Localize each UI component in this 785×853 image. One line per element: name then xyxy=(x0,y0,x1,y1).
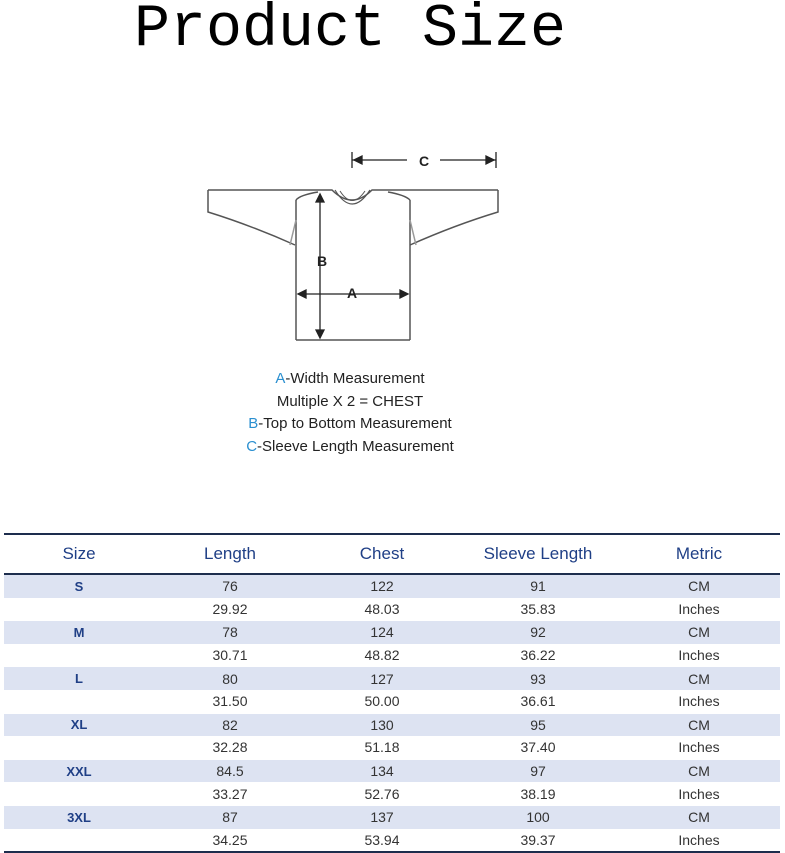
metric-cell: Inches xyxy=(618,736,780,759)
size-cell: L xyxy=(4,667,154,690)
table-row xyxy=(4,736,780,759)
table-row xyxy=(4,759,780,782)
metric-cell: CM xyxy=(618,759,780,782)
sleeve-length-cell: 91 xyxy=(458,574,618,598)
chest-cell: 50.00 xyxy=(306,690,458,713)
size-cell-empty xyxy=(4,690,154,713)
metric-cell: Inches xyxy=(618,690,780,713)
length-cell: 32.28 xyxy=(154,736,306,759)
chest-cell: 52.76 xyxy=(306,782,458,805)
metric-cell: CM xyxy=(618,713,780,736)
table-row xyxy=(4,713,780,736)
sleeve-length-cell: 93 xyxy=(458,667,618,690)
size-table xyxy=(4,533,780,853)
header-metric: Metric xyxy=(618,535,780,574)
legend-line-a: A-Width Measurement xyxy=(275,370,425,387)
size-cell: XXL xyxy=(4,759,154,782)
table-row xyxy=(4,782,780,805)
size-cell: M xyxy=(4,621,154,644)
table-row xyxy=(4,644,780,667)
length-cell: 29.92 xyxy=(154,598,306,621)
chest-cell: 48.82 xyxy=(306,644,458,667)
table-header-row xyxy=(4,535,780,574)
header-sleeve-length: Sleeve Length xyxy=(458,535,618,574)
measurement-legend xyxy=(200,368,500,458)
table-row xyxy=(4,690,780,713)
metric-cell: Inches xyxy=(618,782,780,805)
size-cell: 3XL xyxy=(4,805,154,828)
size-cell-empty xyxy=(4,736,154,759)
header-size: Size xyxy=(4,535,154,574)
legend-line-b: B-Top to Bottom Measurement xyxy=(248,415,452,432)
size-cell-empty xyxy=(4,644,154,667)
size-cell: XL xyxy=(4,713,154,736)
sleeve-length-cell: 38.19 xyxy=(458,782,618,805)
label-c: C xyxy=(418,153,430,169)
metric-cell: Inches xyxy=(618,644,780,667)
table-row xyxy=(4,805,780,828)
legend-line-chest: Multiple X 2 = CHEST xyxy=(276,392,424,410)
page-title: Product Size xyxy=(133,0,567,64)
chest-cell: 122 xyxy=(306,574,458,598)
metric-cell: Inches xyxy=(618,829,780,852)
size-cell-empty xyxy=(4,829,154,852)
table-row xyxy=(4,667,780,690)
length-cell: 31.50 xyxy=(154,690,306,713)
chest-cell: 51.18 xyxy=(306,736,458,759)
sleeve-length-cell: 36.61 xyxy=(458,690,618,713)
table-row xyxy=(4,574,780,598)
size-cell-empty xyxy=(4,598,154,621)
sleeve-length-cell: 39.37 xyxy=(458,829,618,852)
metric-cell: Inches xyxy=(618,598,780,621)
sleeve-length-cell: 92 xyxy=(458,621,618,644)
header-length: Length xyxy=(154,535,306,574)
chest-cell: 127 xyxy=(306,667,458,690)
table-row xyxy=(4,621,780,644)
metric-cell: CM xyxy=(618,621,780,644)
chest-cell: 137 xyxy=(306,805,458,828)
size-cell: S xyxy=(4,574,154,598)
length-cell: 84.5 xyxy=(154,759,306,782)
table-row xyxy=(4,598,780,621)
label-a: A xyxy=(346,285,358,301)
sleeve-length-cell: 97 xyxy=(458,759,618,782)
chest-cell: 48.03 xyxy=(306,598,458,621)
length-cell: 76 xyxy=(154,574,306,598)
label-b: B xyxy=(316,253,328,269)
size-cell-empty xyxy=(4,782,154,805)
sleeve-length-cell: 37.40 xyxy=(458,736,618,759)
legend-line-c: C-Sleeve Length Measurement xyxy=(246,437,454,455)
chest-cell: 124 xyxy=(306,621,458,644)
chest-cell: 53.94 xyxy=(306,829,458,852)
sleeve-length-cell: 100 xyxy=(458,805,618,828)
length-cell: 78 xyxy=(154,621,306,644)
table-row xyxy=(4,829,780,852)
jersey-outline xyxy=(208,190,498,340)
chest-cell: 134 xyxy=(306,759,458,782)
length-cell: 33.27 xyxy=(154,782,306,805)
header-chest: Chest xyxy=(306,535,458,574)
length-cell: 34.25 xyxy=(154,829,306,852)
chest-cell: 130 xyxy=(306,713,458,736)
metric-cell: CM xyxy=(618,574,780,598)
metric-cell: CM xyxy=(618,667,780,690)
length-cell: 80 xyxy=(154,667,306,690)
metric-cell: CM xyxy=(618,805,780,828)
table-body xyxy=(4,574,780,851)
length-cell: 30.71 xyxy=(154,644,306,667)
sleeve-length-cell: 35.83 xyxy=(458,598,618,621)
length-cell: 87 xyxy=(154,805,306,828)
length-cell: 82 xyxy=(154,713,306,736)
sleeve-length-cell: 36.22 xyxy=(458,644,618,667)
sleeve-length-cell: 95 xyxy=(458,713,618,736)
